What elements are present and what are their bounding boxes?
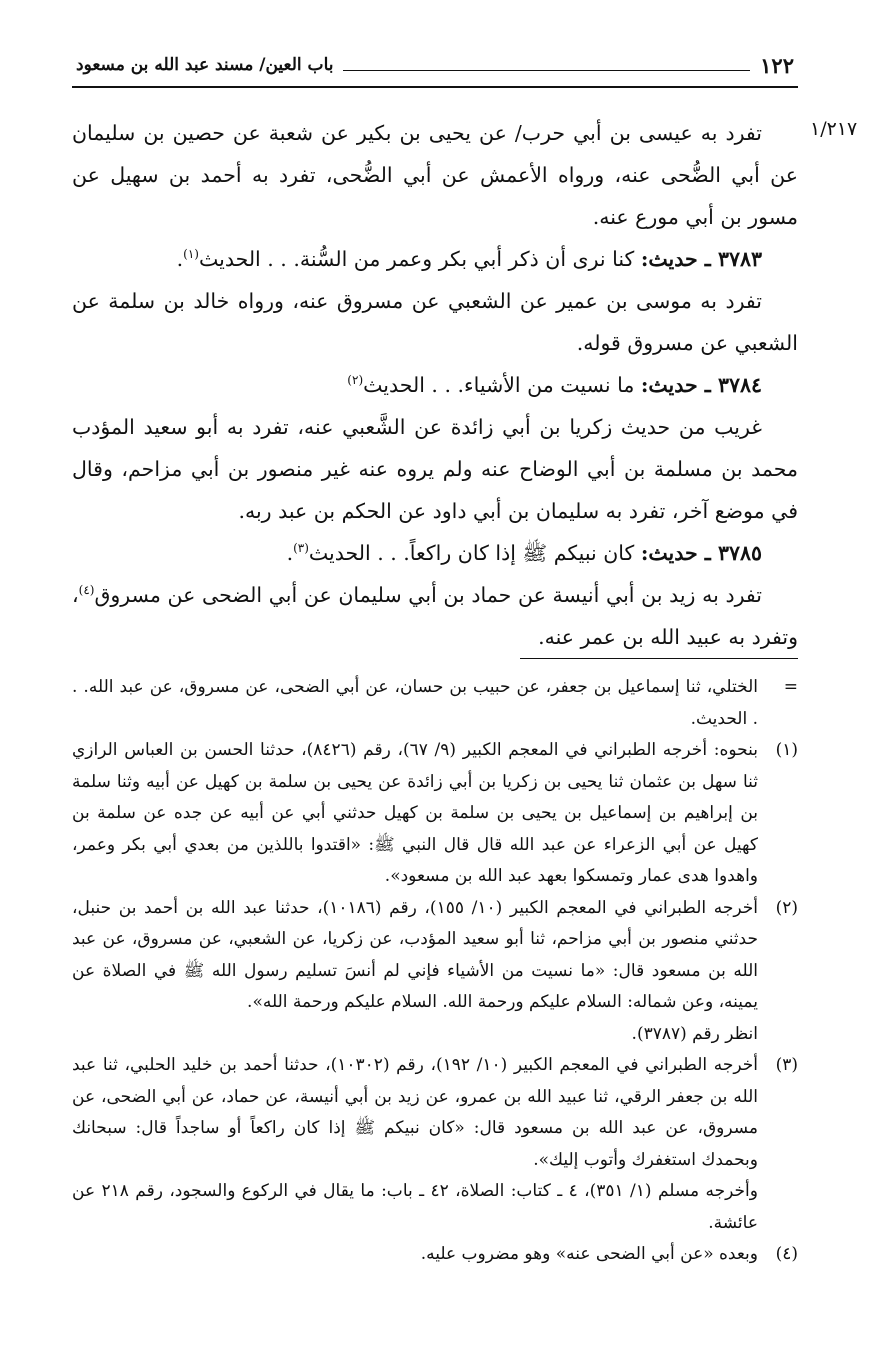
hadith-end: .: [176, 247, 184, 271]
paragraph-text: تفرد به زيد بن أبي أنيسة عن حماد بن أبي سليمان عن أبي الضحى عن مسروق: [94, 583, 762, 607]
footnote-label: (٣): [775, 1055, 798, 1075]
page-header: [72, 44, 798, 88]
footnote-4: [72, 1239, 798, 1271]
hadith-number: ٣٧٨٥ ـ حديث:: [640, 541, 762, 565]
paragraph-text: ، وتفرد به عبيد الله بن عمر عنه.: [72, 583, 798, 649]
footnote-label: (٤): [775, 1244, 798, 1264]
footnote-label: =: [783, 677, 798, 697]
footnote-text: بنحوه: أخرجه الطبراني في المعجم الكبير (٩/ ٦٧)، رقم (٨٤٢٦)، حدثنا الحسن بن العباس الرازي ثنا سهل بن عثمان ثنا يحيى بن زكريا بن أبي زائدة عن يحيى بن سلمة بن كهيل عن أبيه وثنا سلمة بن إبراهيم بن إسماعيل بن يحيى بن سلمة بن كهيل حدثني أبي عن أبيه عن جده عن سلمة بن كهيل عن أبي الزعراء عن عبد الله قال قال النبي ﷺ: «اقتدوا باللذين من بعدي أبي بكر وعمر، واهدوا هدى عمار وتمسكوا بعهد عبد الله بن مسعود».: [72, 740, 758, 886]
footnote-3-extra: وأخرجه مسلم (١/ ٣٥١)، ٤ ـ كتاب: الصلاة، ٤٢ ـ باب: ما يقال في الركوع والسجود، رقم ٢١٨ عن عائشة.: [72, 1181, 758, 1233]
footnote-ref[interactable]: (٣): [293, 541, 309, 556]
paragraph: تفرد به موسى بن عمير عن الشعبي عن مسروق عنه، ورواه خالد بن سلمة عن الشعبي عن مسروق قوله.: [72, 289, 798, 355]
footnotes: [72, 672, 798, 1271]
footnote-text: أخرجه الطبراني في المعجم الكبير (١٠/ ١٩٢)، رقم (١٠٣٠٢)، حدثنا أحمد بن خليد الحلبي، ثنا عبد الله بن جعفر الرقي، ثنا عبيد الله بن عمرو، عن زيد بن أبي أنيسة، عن حماد، عن أبي الضحى، عن مسروق، عن عبد الله بن مسعود قال: «كان نبيكم ﷺ إذا كان راكعاً أو ساجداً قال: سبحانك وبحمدك استغفرك وأتوب إليك».: [72, 1055, 758, 1170]
hadith-end: .: [286, 541, 294, 565]
main-text: [72, 112, 798, 658]
footnote-3: [72, 1050, 798, 1176]
footnote-label: (٢): [775, 897, 798, 918]
footnote-ref[interactable]: (٤): [78, 583, 95, 598]
footnote-ref[interactable]: (١): [183, 247, 199, 262]
footnote-text: الختلي، ثنا إسماعيل بن جعفر، عن حبيب بن حسان، عن أبي الضحى، عن مسروق، عن عبد الله. . . الحديث.: [72, 677, 758, 729]
footnote-2-extra: انظر رقم (٣٧٨٧).: [631, 1023, 758, 1044]
hadith-entry: [72, 364, 798, 406]
hadith-number: ٣٧٨٣ ـ حديث:: [640, 247, 762, 271]
manuscript-folio-note: ١/٢١٧: [810, 118, 858, 140]
paragraph: غريب من حديث زكريا بن أبي زائدة عن الشَّعبي عنه، تفرد به أبو سعيد المؤدب محمد بن مسلمة بن أبي الوضاح عنه ولم يروه عنه غير منصور بن أبي مزاحم، وقال في موضع آخر، تفرد به سليمان بن أبي داود عن الحكم بن عبد ربه.: [72, 415, 798, 523]
running-title: باب العين/ مسند عبد الله بن مسعود: [76, 55, 334, 75]
footnote-continuation: [72, 672, 798, 735]
footnote-label: (١): [775, 740, 798, 760]
footnote-text: أخرجه الطبراني في المعجم الكبير (١٠/ ١٥٥)، رقم (١٠١٨٦)، حدثنا عبد الله بن أحمد بن حنبل، حدثني منصور بن أبي مزاحم، ثنا أبو سعيد المؤدب، عن زكريا، عن الشعبي، عن مسروق، عن عبد الله بن مسعود قال: «ما نسيت من الأشياء فإني لم أنسَ تسليم رسول الله ﷺ في الصلاة عن يمينه، وعن شماله: السلام عليكم ورحمة الله. السلام عليكم ورحمة الله».: [72, 897, 758, 1012]
footnote-ref[interactable]: (٢): [347, 373, 364, 388]
hadith-entry: [72, 238, 798, 280]
footnote-text: وبعده «عن أبي الضحى عنه» وهو مضروب عليه.: [420, 1244, 758, 1264]
footnote-2: [72, 893, 798, 1019]
paragraph: تفرد به عيسى بن أبي حرب/ عن يحيى بن بكير عن شعبة عن حصين بن سليمان عن أبي الضُّحى عنه، ورواه الأعمش عن أبي الضُّحى، تفرد به أحمد بن سهيل عن مسور بن أبي مورع عنه.: [72, 121, 798, 229]
hadith-text: ما نسيت من الأشياء. . . الحديث: [363, 373, 641, 397]
hadith-entry: [72, 532, 798, 574]
paragraph: [72, 574, 798, 658]
footnote-1: [72, 735, 798, 893]
footnote-separator: [520, 658, 798, 659]
hadith-text: كان نبيكم ﷺ إذا كان راكعاً. . . الحديث: [308, 541, 641, 565]
header-rule: [343, 60, 750, 71]
hadith-text: كنا نرى أن ذكر أبي بكر وعمر من السُّنة. . . الحديث: [198, 247, 641, 271]
hadith-number: ٣٧٨٤ ـ حديث:: [640, 373, 762, 397]
page-number: ١٢٢: [760, 52, 794, 78]
